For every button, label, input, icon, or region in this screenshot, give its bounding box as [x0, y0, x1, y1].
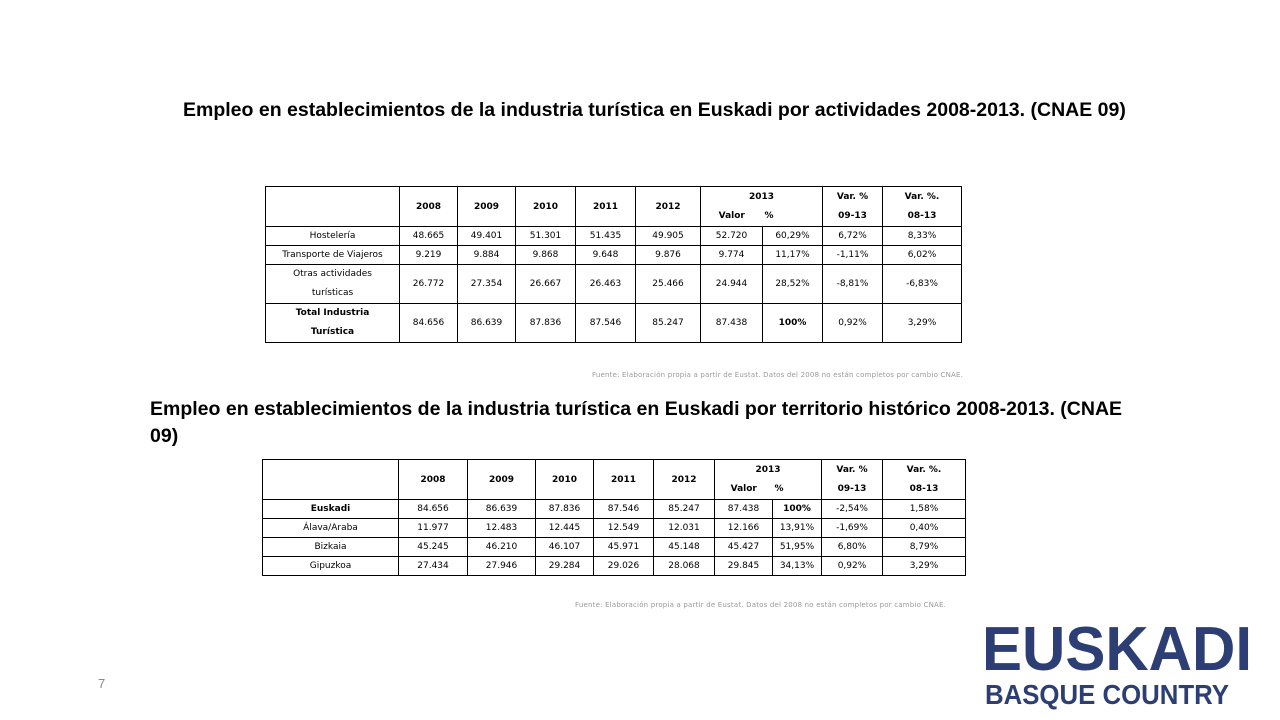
cell: 51,95%	[773, 538, 822, 557]
cell: 13,91%	[773, 519, 822, 538]
cell: 45.148	[654, 538, 715, 557]
cell: 0,40%	[883, 519, 966, 538]
table-row	[263, 557, 966, 576]
cell: 51.435	[576, 227, 636, 246]
cell: 29.026	[594, 557, 654, 576]
row-label-line1: Otras actividades	[293, 269, 372, 279]
cell: 87.836	[516, 304, 576, 343]
cell: 28.068	[654, 557, 715, 576]
cell: 24.944	[701, 265, 763, 304]
cell: 1,58%	[883, 500, 966, 519]
page-number: 7	[98, 676, 106, 691]
cell: 9.876	[636, 246, 701, 265]
header-empty-cell	[263, 460, 399, 500]
row-label: Gipuzkoa	[263, 557, 399, 576]
cell: 45.971	[594, 538, 654, 557]
header-var-08-13: Var. %.	[883, 187, 962, 207]
slide-title-territory: Empleo en establecimientos de la industria turística en Euskadi por territorio histórico 2008-2013. (CNAE 09)	[150, 398, 1123, 447]
header-2010: 2010	[516, 187, 576, 227]
cell: 27.434	[399, 557, 468, 576]
cell: 11.977	[399, 519, 468, 538]
row-label: Bizkaia	[263, 538, 399, 557]
cell: 3,29%	[883, 557, 966, 576]
cell: -1,11%	[823, 246, 883, 265]
cell: 51.301	[516, 227, 576, 246]
cell: 8,33%	[883, 227, 962, 246]
header-valor: Valor	[701, 207, 763, 227]
cell: 49.905	[636, 227, 701, 246]
header-08-13: 08-13	[883, 207, 962, 227]
header-09-13: 09-13	[823, 207, 883, 227]
cell: 46.210	[468, 538, 536, 557]
cell: 60,29%	[763, 227, 823, 246]
row-label	[266, 304, 400, 343]
cell: 28,52%	[763, 265, 823, 304]
row-label-line1: Total Industria	[295, 308, 370, 318]
cell: 27.946	[468, 557, 536, 576]
cell: 84.656	[399, 500, 468, 519]
header-percent: %	[763, 207, 823, 227]
row-label: Euskadi	[263, 500, 399, 519]
table-row	[266, 246, 962, 265]
header-var-09-13: Var. %	[822, 460, 883, 480]
cell: 8,79%	[883, 538, 966, 557]
row-label: Hostelería	[266, 227, 400, 246]
employment-by-territory-table	[262, 459, 966, 576]
table-row-total	[266, 304, 962, 343]
header-2011: 2011	[594, 460, 654, 500]
row-label-line2: Turística	[310, 327, 355, 337]
cell: 9.868	[516, 246, 576, 265]
header-2009: 2009	[468, 460, 536, 500]
cell: 9.884	[458, 246, 516, 265]
cell: 29.845	[715, 557, 773, 576]
header-var-09-13: Var. %	[823, 187, 883, 207]
cell: 87.836	[536, 500, 594, 519]
header-2013: 2013	[715, 460, 822, 480]
cell: -8,81%	[823, 265, 883, 304]
cell: 11,17%	[763, 246, 823, 265]
header-2008: 2008	[399, 460, 468, 500]
cell: 52.720	[701, 227, 763, 246]
cell: 27.354	[458, 265, 516, 304]
header-2008: 2008	[400, 187, 458, 227]
cell: 0,92%	[823, 304, 883, 343]
cell: 0,92%	[822, 557, 883, 576]
table-row	[266, 227, 962, 246]
cell: 26.667	[516, 265, 576, 304]
cell: 100%	[763, 304, 823, 343]
cell: 12.483	[468, 519, 536, 538]
cell: 6,02%	[883, 246, 962, 265]
row-label-line2: turísticas	[311, 288, 354, 298]
cell: 46.107	[536, 538, 594, 557]
cell: 49.401	[458, 227, 516, 246]
cell: 6,80%	[822, 538, 883, 557]
cell: 86.639	[468, 500, 536, 519]
cell: 25.466	[636, 265, 701, 304]
cell: 87.546	[594, 500, 654, 519]
table-row	[266, 265, 962, 304]
cell: 26.772	[400, 265, 458, 304]
header-09-13: 09-13	[822, 480, 883, 500]
cell: 6,72%	[823, 227, 883, 246]
euskadi-logo	[978, 612, 1256, 710]
cell: 87.546	[576, 304, 636, 343]
cell: 48.665	[400, 227, 458, 246]
header-2011: 2011	[576, 187, 636, 227]
cell: 12.445	[536, 519, 594, 538]
cell: 100%	[773, 500, 822, 519]
header-2010: 2010	[536, 460, 594, 500]
header-percent: %	[773, 480, 822, 500]
cell: 12.166	[715, 519, 773, 538]
header-2012: 2012	[654, 460, 715, 500]
table2-source-note: Fuente: Elaboración propia a partir de Eustat. Datos del 2008 no están completos por cambio CNAE.	[575, 601, 947, 609]
cell: 45.245	[399, 538, 468, 557]
cell: 87.438	[701, 304, 763, 343]
logo-word-euskadi: EUSKADI	[982, 615, 1252, 684]
cell: 85.247	[636, 304, 701, 343]
table1-source-note: Fuente: Elaboración propia a partir de Eustat. Datos del 2008 no están completos por cambio CNAE.	[592, 371, 964, 379]
cell: 3,29%	[883, 304, 962, 343]
table-row	[263, 538, 966, 557]
logo-word-basque-country: BASQUE COUNTRY	[985, 679, 1230, 710]
employment-by-activity-table	[265, 186, 962, 343]
row-label	[266, 265, 400, 304]
cell: 29.284	[536, 557, 594, 576]
cell: 87.438	[715, 500, 773, 519]
cell: -6,83%	[883, 265, 962, 304]
cell: 9.648	[576, 246, 636, 265]
cell: 45.427	[715, 538, 773, 557]
cell: 9.219	[400, 246, 458, 265]
cell: 84.656	[400, 304, 458, 343]
cell: 85.247	[654, 500, 715, 519]
header-empty-cell	[266, 187, 400, 227]
header-2009: 2009	[458, 187, 516, 227]
header-valor: Valor	[715, 480, 773, 500]
header-var-08-13: Var. %.	[883, 460, 966, 480]
cell: -1,69%	[822, 519, 883, 538]
cell: 12.031	[654, 519, 715, 538]
cell: 26.463	[576, 265, 636, 304]
row-label: Transporte de Viajeros	[266, 246, 400, 265]
table-row	[263, 519, 966, 538]
row-label: Álava/Araba	[263, 519, 399, 538]
slide-title-activities: Empleo en establecimientos de la industria turística en Euskadi por actividades 2008-2013. (CNAE 09)	[183, 99, 1126, 121]
header-2013: 2013	[701, 187, 823, 207]
cell: 9.774	[701, 246, 763, 265]
table-row	[263, 500, 966, 519]
header-08-13: 08-13	[883, 480, 966, 500]
cell: -2,54%	[822, 500, 883, 519]
header-2012: 2012	[636, 187, 701, 227]
cell: 12.549	[594, 519, 654, 538]
cell: 86.639	[458, 304, 516, 343]
cell: 34,13%	[773, 557, 822, 576]
